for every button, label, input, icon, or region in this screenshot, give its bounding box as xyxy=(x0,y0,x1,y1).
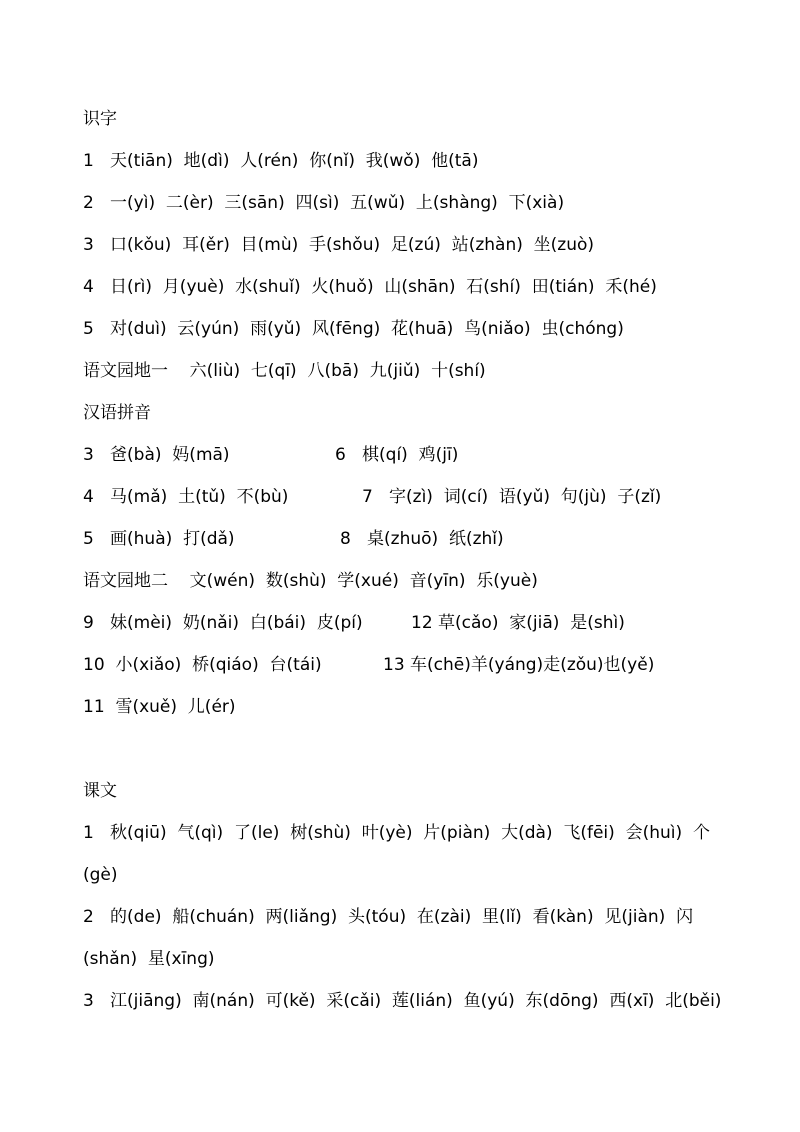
text-line: 11 雪(xuě) 儿(ér) xyxy=(83,697,236,717)
section-heading-pinyin: 汉语拼音 xyxy=(83,403,151,423)
text-line: 10 小(xiǎo) 桥(qiáo) 台(tái) xyxy=(83,655,322,675)
text-line: 1 天(tiān) 地(dì) 人(rén) 你(nǐ) 我(wǒ) 他(tā) xyxy=(83,151,479,171)
text-line: 4 日(rì) 月(yuè) 水(shuǐ) 火(huǒ) 山(shān) 石(shí) 田(tián) 禾(hé) xyxy=(83,277,657,297)
text-line: (shǎn) 星(xīng) xyxy=(83,949,215,969)
text-line: 5 对(duì) 云(yún) 雨(yǔ) 风(fēng) 花(huā) 鸟(niǎo) 虫(chóng) xyxy=(83,319,624,339)
text-line: 2 一(yì) 二(èr) 三(sān) 四(sì) 五(wǔ) 上(shàng) 下(xià) xyxy=(83,193,565,213)
text-line: 9 妹(mèi) 奶(nǎi) 白(bái) 皮(pí) xyxy=(83,613,363,633)
text-line: (gè) xyxy=(83,865,118,885)
text-line: 2 的(de) 船(chuán) 两(liǎng) 头(tóu) 在(zài) 里(lǐ) 看(kàn) 见(jiàn) 闪 xyxy=(83,907,694,927)
text-line: 语文园地二 文(wén) 数(shù) 学(xué) 音(yīn) 乐(yuè) xyxy=(83,571,538,591)
section-heading-kewen: 课文 xyxy=(83,781,117,801)
text-line: 3 江(jiāng) 南(nán) 可(kě) 采(cǎi) 莲(lián) 鱼(yú) 东(dōng) 西(xī) 北(běi) xyxy=(83,991,722,1011)
text-line: 8 桌(zhuō) 纸(zhǐ) xyxy=(340,529,504,549)
text-line: 1 秋(qiū) 气(qì) 了(le) 树(shù) 叶(yè) 片(piàn) 大(dà) 飞(fēi) 会(huì) 个 xyxy=(83,823,710,843)
text-line: 5 画(huà) 打(dǎ) xyxy=(83,529,235,549)
text-line: 7 字(zì) 词(cí) 语(yǔ) 句(jù) 子(zǐ) xyxy=(362,487,662,507)
text-line: 4 马(mǎ) 土(tǔ) 不(bù) xyxy=(83,487,289,507)
text-line: 3 爸(bà) 妈(mā) xyxy=(83,445,230,465)
text-line: 12 草(cǎo) 家(jiā) 是(shì) xyxy=(411,613,625,633)
text-line: 6 棋(qí) 鸡(jī) xyxy=(335,445,459,465)
section-heading-shizi: 识字 xyxy=(83,109,117,129)
text-line: 3 口(kǒu) 耳(ěr) 目(mù) 手(shǒu) 足(zú) 站(zhàn) 坐(zuò) xyxy=(83,235,595,255)
text-line: 语文园地一 六(liù) 七(qī) 八(bā) 九(jiǔ) 十(shí) xyxy=(83,361,486,381)
text-line: 13 车(chē)羊(yáng)走(zǒu)也(yě) xyxy=(383,655,655,675)
